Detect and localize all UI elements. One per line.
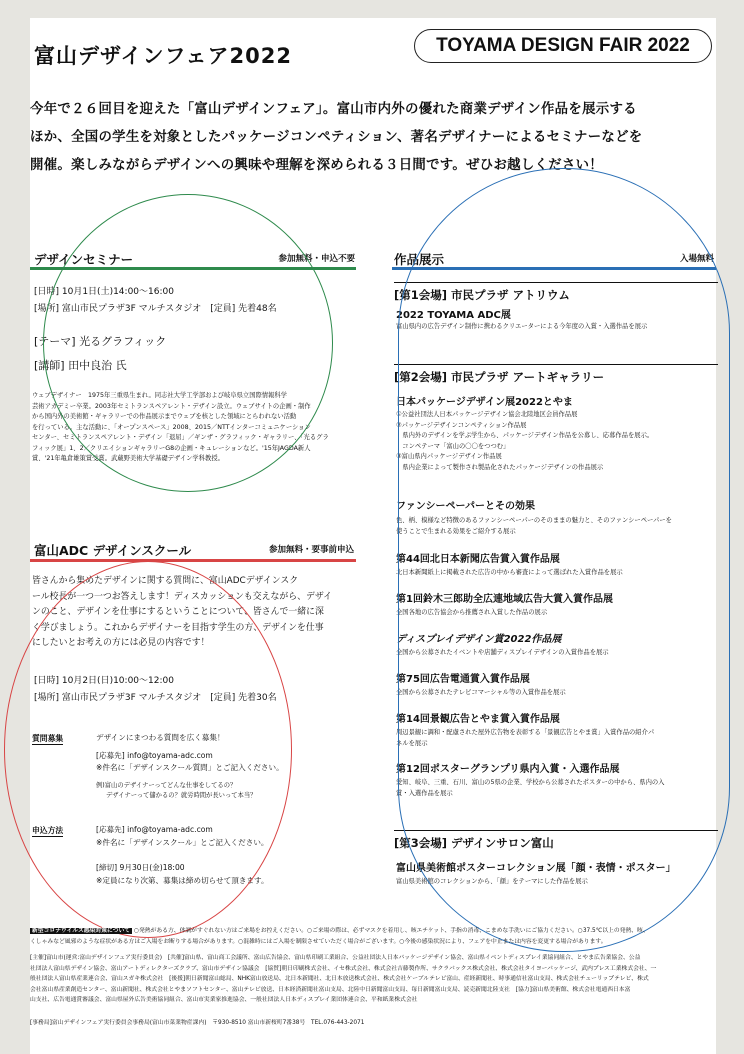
adc-divider xyxy=(30,559,356,562)
exhibit-heading: ファンシーペーパーとその効果 xyxy=(396,501,536,512)
adc-body-line: ンのこと、デザインを仕事にするということについて、皆さんで一緒に深 xyxy=(32,607,324,617)
seminar-title: デザインセミナー xyxy=(34,252,134,267)
adc-title: 富山ADC デザインスクール xyxy=(34,543,192,558)
exhibit-item xyxy=(396,710,654,749)
adc-place: [場所] 富山市民プラザ3F マルチスタジオ [定員] 先着30名 xyxy=(34,693,277,703)
seminar-theme: [テーマ] 光るグラフィック xyxy=(34,335,167,348)
notice-label: 新型コロナウイルス感染対策について xyxy=(32,928,131,934)
apply-label: 申込方法 xyxy=(32,826,64,835)
exhibit-item xyxy=(396,497,672,537)
deadline-line: ※定員になり次第、募集は締め切らせて頂きます。 xyxy=(96,875,269,885)
exhibit-item xyxy=(396,590,613,619)
works-title: 作品展示 xyxy=(394,252,445,267)
package-line: 県内外のデザインを学ぶ学生から、パッケージデザイン作品を公募し、応募作品を展示。 xyxy=(396,432,654,439)
organizer-line: 会社富山県産業創造センター、富山新聞社、株式会社とやまソフトセンター、富山テレビ放送、日本経済新聞社富山支局、北陸中日新聞富山支局、毎日新聞富山支局、読売新聞北陸支社 [協力]富山県美術館、株式会社電通西日本富 xyxy=(30,986,631,993)
seminar-tag: 参加無料・申込不要 xyxy=(278,254,355,264)
organizer-line: [主催]富山市(運営:富山デザインフェア実行委員会) [共催]富山県、富山商工会議所、富山広告協会、富山県印刷工業組合、公益社団法人日本パッケージデザイン協会、富山県イベントディスプレイ業協同組合、とやま広告業協会、公益 xyxy=(30,955,641,961)
question-line: デザインにまつわる質問を広く募集！ xyxy=(96,733,225,742)
bio-line: から国内外の美術館・ギャラリーでの作品展示までウェブを核とした領域にとらわれない活動 xyxy=(32,413,297,420)
venue-2-heading: [第2会場] 市民プラザ アートギャラリー xyxy=(394,364,718,385)
package-line: ③富山県内パッケージデザイン作品展 xyxy=(396,453,502,460)
office-info: [事務局]富山デザインフェア実行委員会事務局(富山市菜業物産課内) 〒930-8510 富山市新桜町7番38号 TEL.076-443-2071 xyxy=(30,1020,365,1026)
venue-3-exhibit: 富山県美術館ポスターコレクション展「顔・表情・ポスター」 xyxy=(396,863,676,874)
exhibit-desc: 全国各地の広告協会から推薦され入賞した作品の展示 xyxy=(396,609,548,616)
exhibit-item xyxy=(396,670,566,699)
exhibit-heading: 第44回北日本新聞広告賞入賞作品展 xyxy=(396,554,560,565)
venue-3-desc: 富山県美術館のコレクションから、「顔」をテーマにした作品を展示 xyxy=(396,878,588,885)
deadline-line: [締切] 9月30日(金)18:00 xyxy=(96,863,185,872)
bio-line: ウェブデザイナー 1975年三重県生まれ。同志社大学工学部および岐阜県立国際情報科学 xyxy=(32,392,287,399)
bio-line: を行っている。主な活動に、「オープンスペース」2008、2015／NTTインターコミュニケーション xyxy=(32,423,311,431)
question-block xyxy=(96,732,284,802)
organizer-line: 山支社、広告電通賞審議会、富山県屋外広告美術協同組合、富山市実業家推進協会、一般社団法人日本ディスプレイ業団体連合会、平和紙業株式会社 xyxy=(30,997,418,1003)
venue-1-exhibit: 2022 TOYAMA ADC展 xyxy=(396,310,511,321)
adc-body-line: 皆さんから集めたデザインに関する質問に、富山ADCデザインスク xyxy=(32,576,299,586)
flyer-page xyxy=(30,18,716,1054)
exhibit-item xyxy=(396,550,623,579)
seminar-place: [場所] 富山市民プラザ3F マルチスタジオ [定員] 先着48名 xyxy=(34,304,277,314)
exhibit-heading: 第12回ポスターグランプリ県内入賞・入選作品展 xyxy=(396,764,620,775)
seminar-bio xyxy=(32,391,329,465)
adc-body-line: く学びましょう。これからデザイナーを目指す学生の方、デザインを仕事 xyxy=(32,622,324,633)
venue-3-heading: [第3会場] デザインサロン富山 xyxy=(394,830,718,851)
seminar-divider xyxy=(30,267,356,270)
intro-text xyxy=(30,96,716,180)
title-english-badge: TOYAMA DESIGN FAIR 2022 xyxy=(414,29,712,63)
exhibit-heading: 第1回鈴木三郎助全広連地域広告大賞入賞作品展 xyxy=(396,594,613,605)
venue-2-package-heading: 日本パッケージデザイン展2022とやま xyxy=(396,397,573,408)
intro-line: ほか、全国の学生を対象としたパッケージコンペティション、著名デザイナーによるセミナーなどを xyxy=(30,130,643,145)
bio-line: フィック展」1、2／クリエイションギャラリーG8の企画・キュレーションなど。'15年JAGDA新人 xyxy=(32,444,311,452)
exhibit-desc: 愛知、岐阜、三重、石川、富山の5県の企業、学校から公募されたポスターの中から、県内の入 xyxy=(396,779,665,786)
exhibit-desc: 色、柄、模様など特徴のあるファンシーペーパーのそのままの魅力と、そのファンシーペーパーを xyxy=(396,517,672,524)
organizers xyxy=(30,953,716,1006)
exhibit-desc: ネルを展示 xyxy=(396,739,428,747)
organizer-line: 社団法人富山県デザイン協会、富山アートディレクターズクラブ、富山市デザイン協議会 [協賛]朝日印刷株式会社、イセ株式会社、株式会社吉藤製作所、サクラパックス株式会社、株式会社タイヨーパッケージ、武内プレス工業株式会社、一 xyxy=(30,965,657,972)
notice-line: くしゃみなど風邪のような症状がある方はご入場をお断りする場合があります。○混雑時にはご入場を制限させていただく場合がございます。○今後の感染状況により、フェアを中止または内容を変更する場合があります。 xyxy=(30,938,607,945)
package-line: コンペテーマ「富山の〇〇をつつむ」 xyxy=(396,442,510,450)
notice-line: 新型コロナウイルス感染対策について ○発熱がある方、体調がすぐれない方はご来場をお控えください。○ご来場の際は、必ずマスクを着用し、咳エチケット、手指の消毒、こまめな手洗いにご協力ください。○37.5℃以上の発熱、咳、 xyxy=(32,928,649,934)
question-example: 例)富山のデザイナーってどんな仕事をしてるの？ xyxy=(96,781,237,789)
exhibit-heading: 第75回広告電通賞入賞作品展 xyxy=(396,674,530,685)
apply-line: [応募先] info@toyama-adc.com xyxy=(96,825,213,834)
package-line: ①公益社団法人日本パッケージデザイン協会北陸地区会員作品展 xyxy=(396,411,578,418)
package-line: ②パッケージデザインコンペティション作品展 xyxy=(396,421,527,429)
exhibit-desc: 使うことで生まれる効果をご紹介する展示 xyxy=(396,527,516,535)
seminar-lecturer: [講師] 田中良治 氏 xyxy=(34,359,127,372)
bio-line: センター、セミトランスペアレント・デザイン「退屈」／ギンザ・グラフィック・ギャラリー、「光るグラ xyxy=(32,434,329,441)
exhibit-desc: 全国から公募されたイベントや店舗ディスプレイデザインの入賞作品を展示 xyxy=(396,649,609,656)
apply-block xyxy=(96,824,269,887)
adc-body xyxy=(32,574,332,652)
venue-1-heading: [第1会場] 市民プラザ アトリウム xyxy=(394,282,718,303)
intro-line: 開催。楽しみながらデザインへの興味や理解を深められる３日間です。ぜひお越しください！ xyxy=(30,158,603,173)
adc-body-line: ール校長が一つ一つお答えします！ディスカッションも交えながら、デザイ xyxy=(32,591,332,602)
exhibit-heading: 第14回景観広告とやま賞入賞作品展 xyxy=(396,714,560,725)
seminar-date: [日時] 10月1日(土)14:00〜16:00 xyxy=(34,287,174,297)
works-tag: 入場無料 xyxy=(679,254,714,264)
exhibit-item xyxy=(396,630,609,659)
venue-2-package-list xyxy=(396,410,653,473)
bio-line: 芸術アカデミー卒業。2003年セミトランスペアレント・デザイン設立。ウェブサイトの企画・制作 xyxy=(32,402,311,410)
package-line: 県内企業によって製作され製品化されたパッケージデザインの作品展示 xyxy=(396,463,604,471)
bio-line: 賞、'21年亀倉雄策賞受賞。武蔵野美術大学基礎デザイン学科教授。 xyxy=(32,455,224,462)
question-example: デザイナーって儲かるの？就労時間が長いって本当？ xyxy=(106,792,257,799)
adc-tag: 参加無料・要事前申込 xyxy=(268,545,354,555)
covid-notice xyxy=(30,926,716,947)
exhibit-desc: 賞・入選作品を展示 xyxy=(396,789,453,797)
question-line: [応募先] info@toyama-adc.com xyxy=(96,750,213,760)
title-japanese: 富山デザインフェア2022 xyxy=(34,44,292,68)
adc-body-line: にしたいとお考えの方には必見の内容です！ xyxy=(32,638,210,648)
exhibit-desc: 北日本新聞紙上に掲載された広告の中から審査によって選ばれた入賞作品を展示 xyxy=(396,569,623,576)
exhibit-desc: 全国から公募されたテレビコマーシャル等の入賞作品を展示 xyxy=(396,689,566,696)
intro-line: 今年で２６回目を迎えた「富山デザインフェア」。富山市内外の優れた商業デザイン作品を展示する xyxy=(30,102,637,117)
exhibit-heading: ディスプレイデザイン賞2022作品展 xyxy=(396,634,562,645)
works-divider xyxy=(392,267,716,270)
exhibit-item xyxy=(396,760,664,799)
question-label: 質問募集 xyxy=(32,734,64,743)
question-line: ※件名に「デザインスクール質問」とご記入ください。 xyxy=(96,763,284,772)
apply-line: ※件名に「デザインスクール」とご記入ください。 xyxy=(96,837,269,847)
adc-date: [日時] 10月2日(日)10:00〜12:00 xyxy=(34,676,174,686)
organizer-line: 般社団法人富山県産業連合会、富山スガキ株式会社 [後援]朝日新聞富山総局、NHK富山放送局、北日本新聞社、北日本放送株式会社、株式会社ケーブルテレビ富山、産経新聞社、時事通信社富山支局、株式会社チューリップテレビ、株式 xyxy=(30,976,649,982)
exhibit-desc: 周辺景観に調和・配慮された屋外広告物を表彰する「景観広告とやま賞」入賞作品の紹介パ xyxy=(396,729,655,736)
venue-1-desc: 富山県内の広告デザイン制作に携わるクリエーターによる今年度の入賞・入選作品を展示 xyxy=(396,323,648,330)
